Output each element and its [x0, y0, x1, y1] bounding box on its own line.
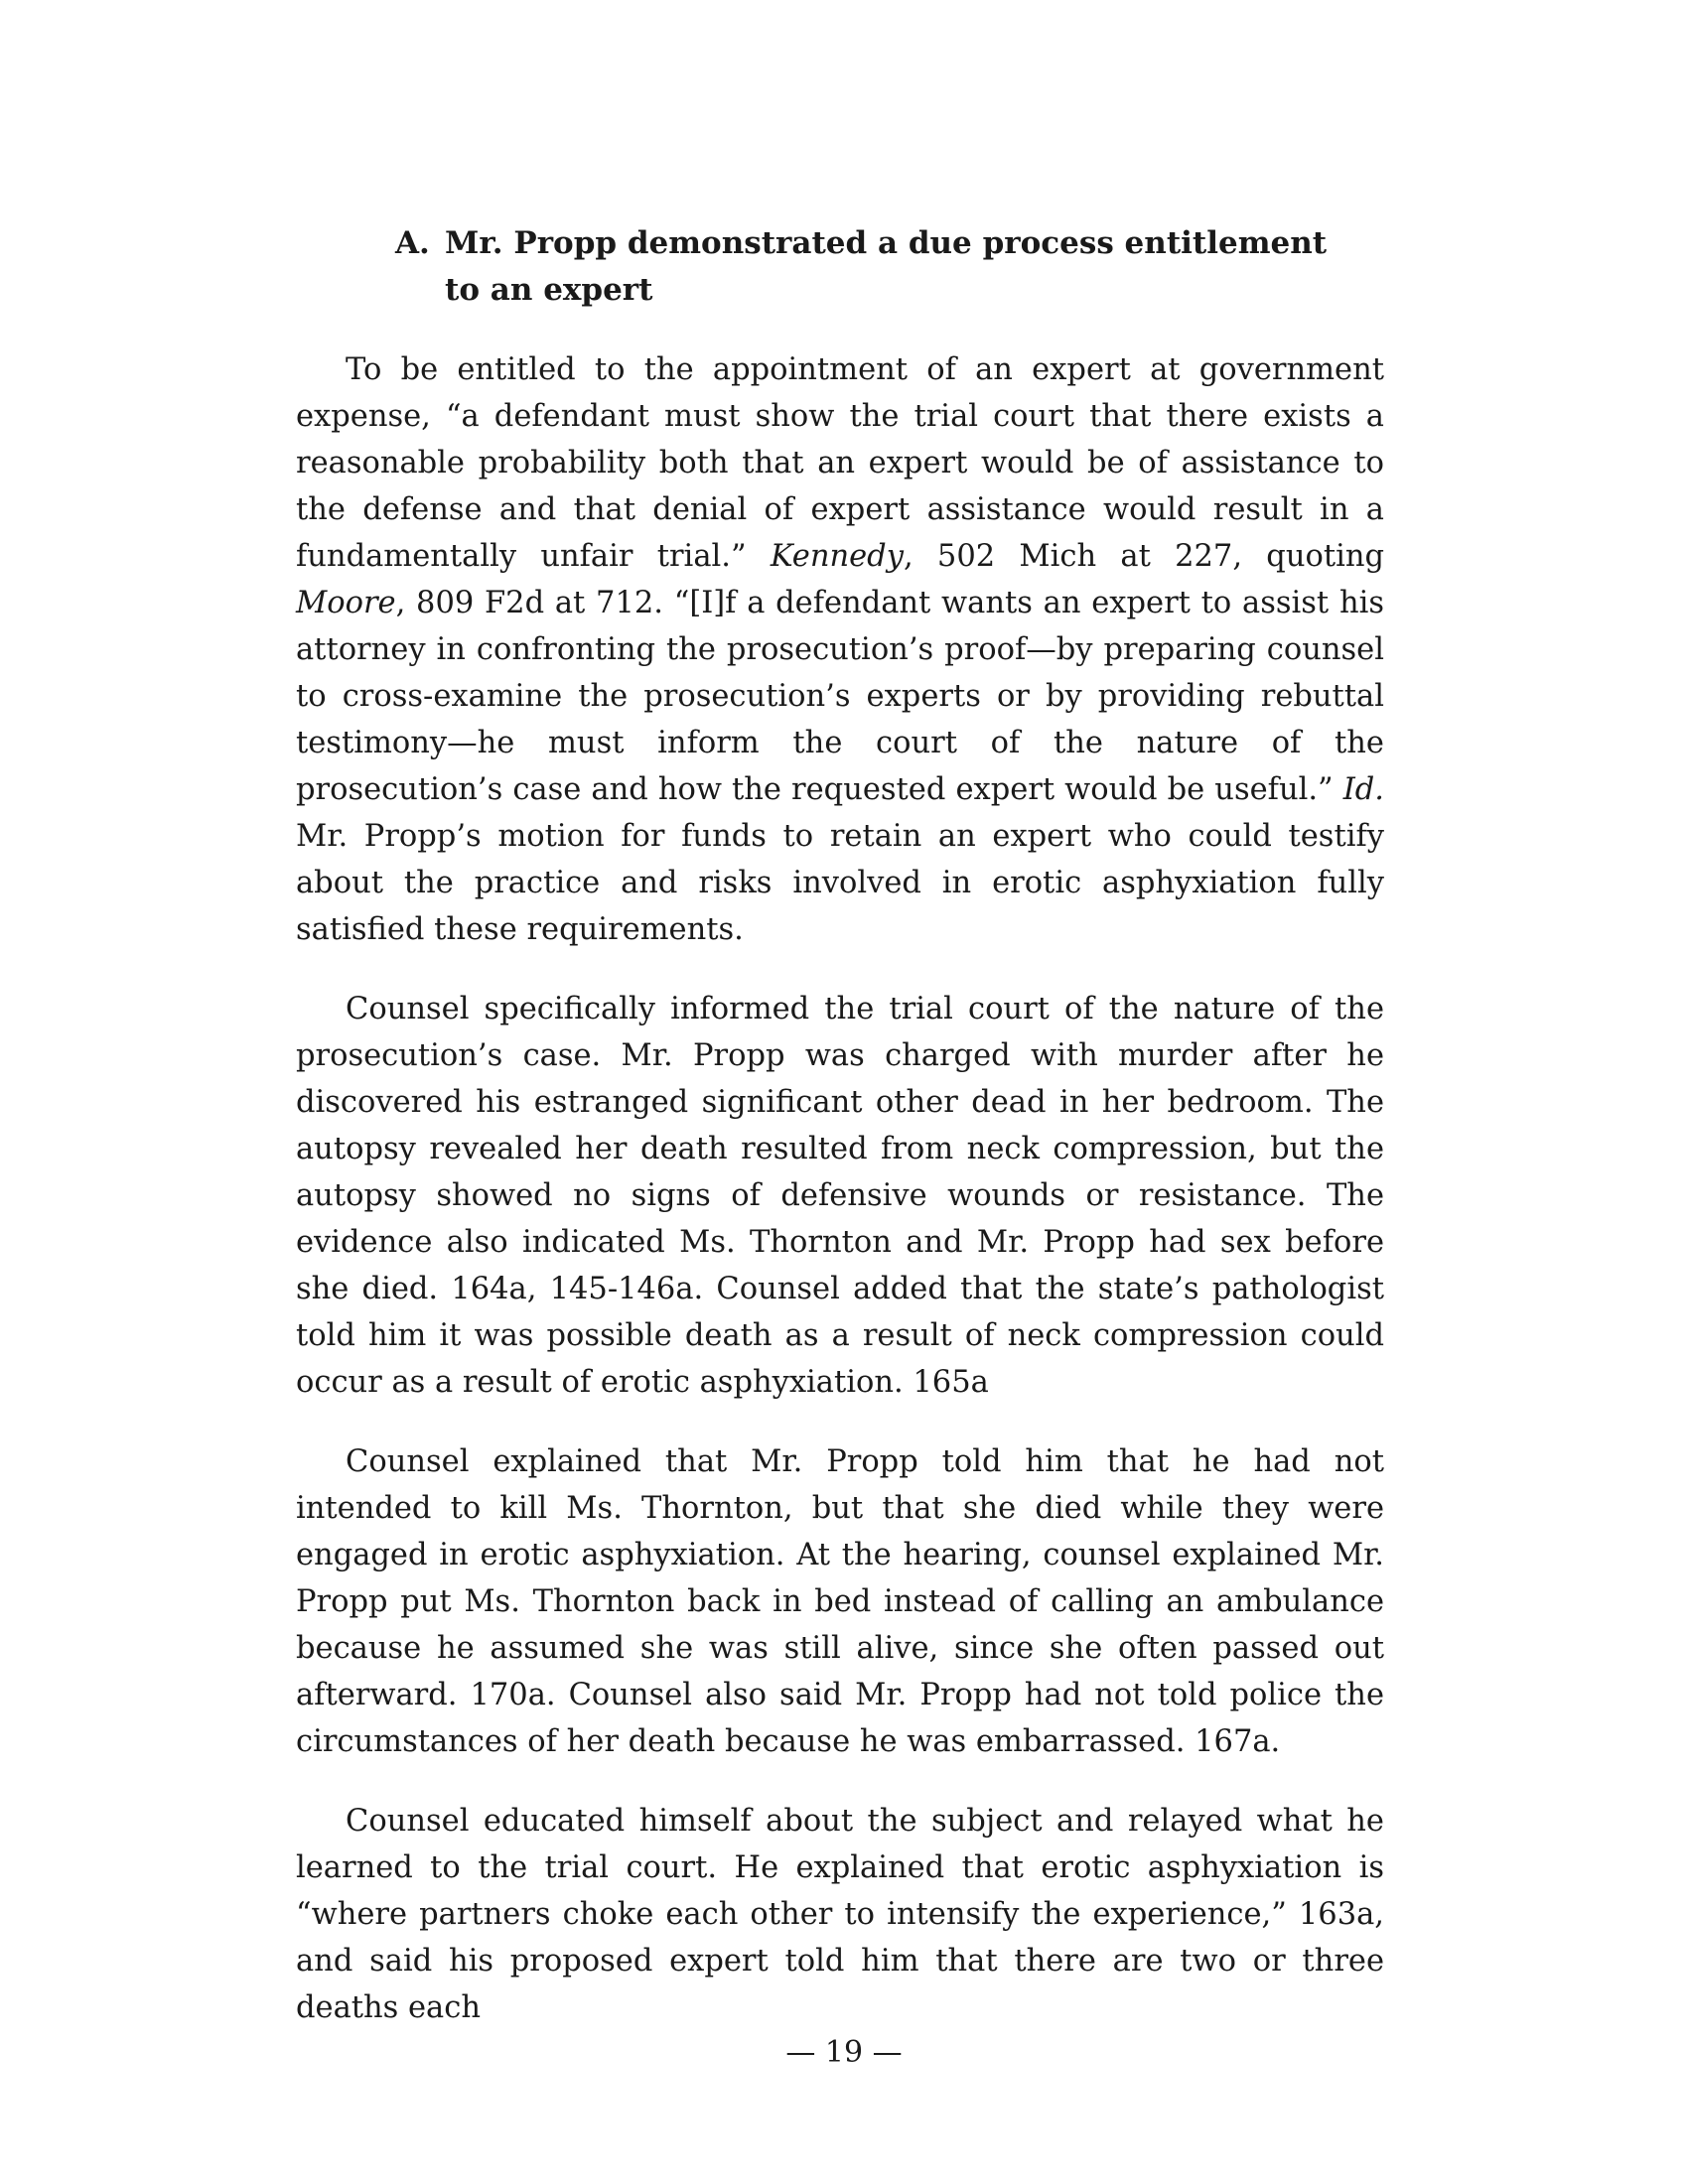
document-page [296, 220, 1384, 2031]
case-citation: Id. [1342, 772, 1384, 807]
case-citation: Moore [296, 586, 396, 620]
paragraph-text: Counsel educated himself about the subject and relayed what he learned to the trial court. He explained that erotic asphyxiation is “where partners choke each other to intensify the experience,” 163a, and said his proposed expert told him that there are two or three deaths each [296, 1804, 1384, 2025]
paragraph-1 [296, 346, 1384, 953]
section-title: Mr. Propp demonstrated a due process entitlement to an expert [445, 225, 1328, 308]
paragraph-4 [296, 1798, 1384, 2031]
section-heading [395, 220, 1368, 314]
paragraph-3 [296, 1438, 1384, 1765]
section-letter: A. [395, 225, 430, 261]
paragraph-text: Counsel explained that Mr. Propp told him that he had not intended to kill Ms. Thornton, but that she died while they were engaged in erotic asphyxiation. At the hearing, counsel explained Mr. Propp put Ms. Thornton back in bed instead of calling an ambulance because he assumed she was still alive, since she often passed out afterward. 170a. Counsel also said Mr. Propp had not told police the circumstances of her death because he was embarrassed. 167a. [296, 1444, 1384, 1759]
paragraph-2 [296, 986, 1384, 1406]
paragraph-text: , 502 Mich at 227, quoting [903, 539, 1385, 574]
paragraph-text: To be entitled to the appointment of an expert at government expense, “a defendant must show the trial court that there exists a reasonable probability both that an expert would be of assistance to the defense and that denial of expert assistance would result in a fundamentally unfair trial.” [296, 352, 1384, 574]
paragraph-text: Counsel specifically informed the trial court of the nature of the prosecution’s case. Mr. Propp was charged with murder after he discovered his estranged significant other dead in her bedroom. The autopsy revealed her death resulted from neck compression, but the autopsy showed no signs of defensive wounds or resistance. The evidence also indicated Ms. Thornton and Mr. Propp had sex before she died. 164a, 145-146a. Counsel added that the state’s pathologist told him it was possible death as a result of neck compression could occur as a result of erotic asphyxiation. 165a [296, 992, 1384, 1400]
case-citation: Kennedy [770, 539, 904, 574]
page-number: — 19 — [785, 2035, 903, 2070]
paragraph-text: Mr. Propp’s motion for funds to retain an expert who could testify about the practice and risks involved in erotic asphyxiation fully satisfied these requirements. [296, 819, 1384, 947]
paragraph-text: , 809 F2d at 712. “[I]f a defendant wants an expert to assist his attorney in confronting the prosecution’s proof—by preparing counsel to cross-examine the prosecution’s experts or by providing rebuttal testimony—he must inform the court of the nature of the prosecution’s case and how the requested expert would be useful.” [296, 586, 1384, 807]
